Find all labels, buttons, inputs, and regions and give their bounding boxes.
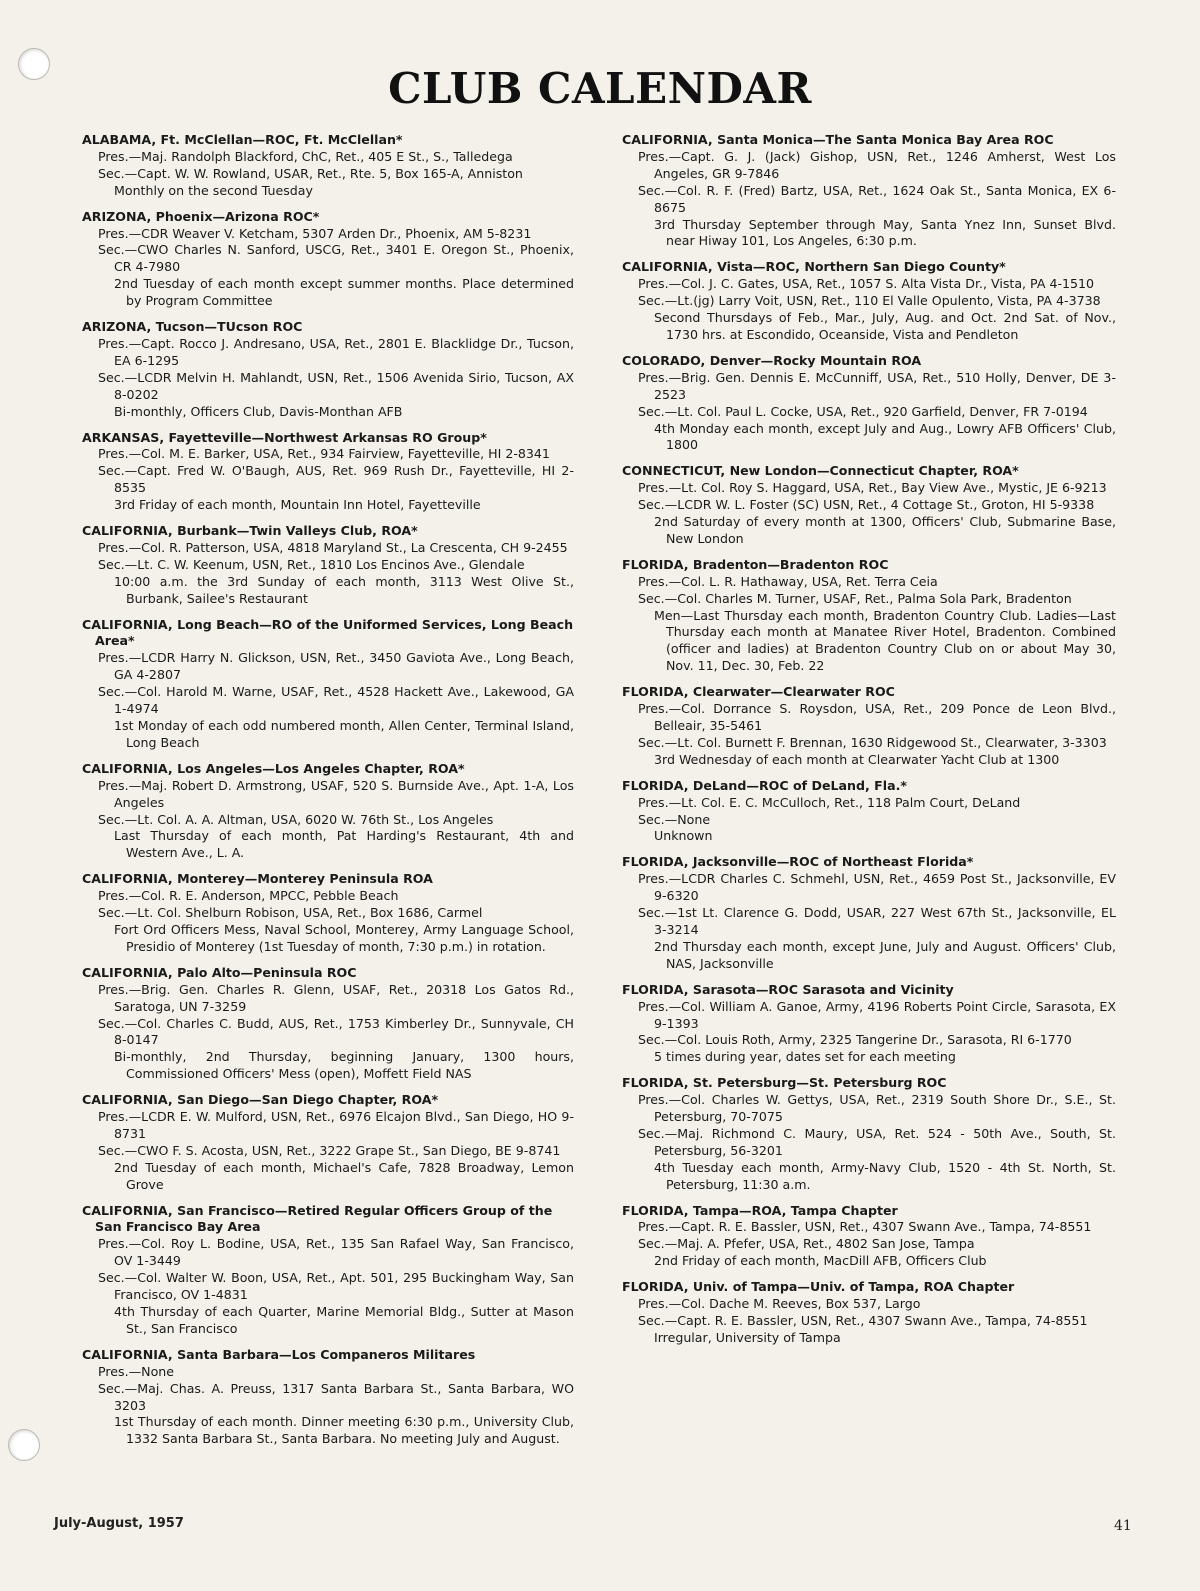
club-entry <box>82 430 574 515</box>
club-entry <box>82 132 574 200</box>
club-secretary: Sec.—Lt. C. W. Keenum, USN, Ret., 1810 Los Encinos Ave., Glendale <box>98 556 525 572</box>
club-meeting: Last Thursday of each month, Pat Harding's Restaurant, 4th and Western Ave., L. A. <box>114 828 574 861</box>
club-secretary: Sec.—Col. Charles M. Turner, USAF, Ret., Palma Sola Park, Bradenton <box>638 590 1072 606</box>
club-president: Pres.—Col. J. C. Gates, USA, Ret., 1057 S. Alta Vista Dr., Vista, PA 4-1510 <box>638 276 1095 292</box>
club-secretary: Sec.—Col. Walter W. Boon, USA, Ret., Apt. 501, 295 Buckingham Way, San Francisco, OV 1-4831 <box>98 1270 574 1303</box>
club-heading: ALABAMA, Ft. McClellan—ROC, Ft. McClellan* <box>82 132 403 147</box>
club-meeting: 1st Monday of each odd numbered month, Allen Center, Terminal Island, Long Beach <box>114 718 574 750</box>
club-entry <box>82 871 574 956</box>
club-meeting: Second Thursdays of Feb., Mar., July, Aug. and Oct. 2nd Sat. of Nov., 1730 hrs. at Escondido, Oceanside, Vista and Pendleton <box>654 310 1116 342</box>
club-entry <box>622 982 1116 1067</box>
club-heading: FLORIDA, Univ. of Tampa—Univ. of Tampa, ROA Chapter <box>622 1279 1015 1295</box>
club-entry <box>82 1347 574 1448</box>
right-column <box>622 132 1116 1356</box>
club-heading: FLORIDA, Bradenton—Bradenton ROC <box>622 556 889 572</box>
club-heading: COLORADO, Denver—Rocky Mountain ROA <box>622 352 922 368</box>
club-secretary: Sec.—None <box>638 811 711 827</box>
club-heading: CALIFORNIA, Santa Barbara—Los Companeros Militares <box>82 1346 476 1362</box>
club-meeting: Irregular, University of Tampa <box>654 1329 841 1345</box>
club-meeting: 4th Monday each month, except July and Aug., Lowry AFB Officers' Club, 1800 <box>654 420 1116 453</box>
club-meeting: 2nd Tuesday of each month except summer months. Place determined by Program Committee <box>114 276 574 309</box>
club-secretary: Sec.—Lt. Col. Paul L. Cocke, USA, Ret., 920 Garfield, Denver, FR 7-0194 <box>638 403 1088 419</box>
club-meeting: 5 times during year, dates set for each meeting <box>654 1049 956 1065</box>
club-secretary: Sec.—Lt. Col. A. A. Altman, USA, 6020 W. 76th St., Los Angeles <box>98 811 494 827</box>
club-entry <box>82 617 574 752</box>
club-meeting: Fort Ord Officers Mess, Naval School, Monterey, Army Language School, Presidio of Monterey (1st Tuesday of month, 7:30 p.m.) in rotation. <box>114 921 574 954</box>
club-secretary: Sec.—Capt. W. W. Rowland, USAR, Ret., Rte. 5, Box 165-A, Anniston <box>98 165 523 181</box>
club-heading: CALIFORNIA, Santa Monica—The Santa Monica Bay Area ROC <box>622 132 1054 147</box>
club-heading: FLORIDA, Clearwater—Clearwater ROC <box>622 684 895 700</box>
club-president: Pres.—Lt. Col. Roy S. Haggard, USA, Ret., Bay View Ave., Mystic, JE 6-9213 <box>638 480 1107 496</box>
club-meeting: Men—Last Thursday each month, Bradenton Country Club. Ladies—Last Thursday each month at Manatee River Hotel, Bradenton. Combined (officer and ladies) at Bradenton Country Club on or about May 30, Nov. 11, Dec. 30, Feb. 22 <box>654 607 1116 674</box>
club-entry <box>622 463 1116 548</box>
club-entry <box>82 965 574 1083</box>
club-secretary: Sec.—Col. Louis Roth, Army, 2325 Tangerine Dr., Sarasota, RI 6-1770 <box>638 1032 1072 1048</box>
club-entry <box>622 684 1116 769</box>
club-heading: CALIFORNIA, Long Beach—RO of the Uniformed Services, Long Beach Area* <box>82 616 574 649</box>
club-heading: CONNECTICUT, New London—Connecticut Chapter, ROA* <box>622 463 1019 479</box>
left-column <box>82 132 574 1457</box>
club-meeting: Bi-monthly, 2nd Thursday, beginning January, 1300 hours, Commissioned Officers' Mess (open), Moffett Field NAS <box>114 1049 574 1082</box>
club-heading: FLORIDA, Sarasota—ROC Sarasota and Vicinity <box>622 981 954 997</box>
club-president: Pres.—Lt. Col. E. C. McCulloch, Ret., 118 Palm Court, DeLand <box>638 794 1021 810</box>
club-president: Pres.—Maj. Randolph Blackford, ChC, Ret., 405 E St., S., Talledega <box>98 148 513 164</box>
club-meeting: 2nd Saturday of every month at 1300, Officers' Club, Submarine Base, New London <box>654 514 1116 546</box>
club-meeting: 2nd Thursday each month, except June, July and August. Officers' Club, NAS, Jacksonville <box>654 938 1116 971</box>
club-president: Pres.—Col. L. R. Hathaway, USA, Ret. Terra Ceia <box>638 573 938 589</box>
club-entry <box>622 1279 1116 1347</box>
club-heading: ARIZONA, Phoenix—Arizona ROC* <box>82 208 320 224</box>
club-heading: FLORIDA, Tampa—ROA, Tampa Chapter <box>622 1202 898 1218</box>
club-president: Pres.—Col. Dorrance S. Roysdon, USA, Ret., 209 Ponce de Leon Blvd., Belleair, 35-5461 <box>638 701 1116 733</box>
binder-hole <box>8 1429 40 1461</box>
club-president: Pres.—LCDR Charles C. Schmehl, USN, Ret., 4659 Post St., Jacksonville, EV 9-6320 <box>638 871 1116 904</box>
club-president: Pres.—Col. Dache M. Reeves, Box 537, Largo <box>638 1296 921 1312</box>
club-president: Pres.—Maj. Robert D. Armstrong, USAF, 520 S. Burnside Ave., Apt. 1-A, Los Angeles <box>98 777 574 810</box>
club-heading: CALIFORNIA, Monterey—Monterey Peninsula ROA <box>82 871 433 887</box>
club-secretary: Sec.—CWO Charles N. Sanford, USCG, Ret., 3401 E. Oregon St., Phoenix, CR 4-7980 <box>98 242 574 275</box>
club-president: Pres.—CDR Weaver V. Ketcham, 5307 Arden Dr., Phoenix, AM 5-8231 <box>98 225 532 241</box>
club-heading: FLORIDA, DeLand—ROC of DeLand, Fla.* <box>622 777 907 793</box>
club-secretary: Sec.—Lt.(jg) Larry Voit, USN, Ret., 110 El Valle Opulento, Vista, PA 4-3738 <box>638 293 1101 309</box>
club-entry <box>82 319 574 420</box>
club-entry <box>622 854 1116 972</box>
club-meeting: Monthly on the second Tuesday <box>114 182 313 198</box>
club-meeting: 2nd Tuesday of each month, Michael's Cafe, 7828 Broadway, Lemon Grove <box>114 1159 574 1192</box>
club-president: Pres.—LCDR E. W. Mulford, USN, Ret., 6976 Elcajon Blvd., San Diego, HO 9-8731 <box>98 1109 574 1141</box>
club-entry <box>82 523 574 608</box>
club-president: Pres.—Brig. Gen. Dennis E. McCunniff, USA, Ret., 510 Holly, Denver, DE 3-2523 <box>638 369 1116 402</box>
club-meeting: 1st Thursday of each month. Dinner meeting 6:30 p.m., University Club, 1332 Santa Barbara St., Santa Barbara. No meeting July and August. <box>114 1414 574 1447</box>
club-entry <box>622 259 1116 344</box>
club-entry <box>82 1092 574 1193</box>
club-president: Pres.—Col. M. E. Barker, USA, Ret., 934 Fairview, Fayetteville, HI 2-8341 <box>98 446 550 462</box>
club-secretary: Sec.—Capt. Fred W. O'Baugh, AUS, Ret. 969 Rush Dr., Fayetteville, HI 2-8535 <box>98 463 574 496</box>
club-entry <box>622 778 1116 846</box>
club-entry <box>622 557 1116 675</box>
club-secretary: Sec.—Col. Charles C. Budd, AUS, Ret., 1753 Kimberley Dr., Sunnyvale, CH 8-0147 <box>98 1015 574 1048</box>
club-president: Pres.—Col. R. Patterson, USA, 4818 Maryland St., La Crescenta, CH 9-2455 <box>98 539 568 555</box>
club-president: Pres.—Col. Roy L. Bodine, USA, Ret., 135 San Rafael Way, San Francisco, OV 1-3449 <box>98 1236 574 1269</box>
club-president: Pres.—Capt. R. E. Bassler, USN, Ret., 4307 Swann Ave., Tampa, 74-8551 <box>638 1219 1092 1235</box>
club-secretary: Sec.—Maj. A. Pfefer, USA, Ret., 4802 San Jose, Tampa <box>638 1236 975 1252</box>
club-heading: CALIFORNIA, Vista—ROC, Northern San Diego County* <box>622 259 1006 275</box>
club-president: Pres.—Col. William A. Ganoe, Army, 4196 Roberts Point Circle, Sarasota, EX 9-1393 <box>638 998 1116 1031</box>
club-heading: CALIFORNIA, Palo Alto—Peninsula ROC <box>82 964 357 980</box>
club-entry <box>622 132 1116 250</box>
club-president: Pres.—Col. R. E. Anderson, MPCC, Pebble Beach <box>98 888 399 904</box>
club-entry <box>82 209 574 310</box>
club-entry <box>622 353 1116 454</box>
club-president: Pres.—None <box>98 1363 175 1379</box>
club-president: Pres.—Col. Charles W. Gettys, USA, Ret., 2319 South Shore Dr., S.E., St. Petersburg, 70-7075 <box>638 1092 1116 1125</box>
club-heading: CALIFORNIA, San Diego—San Diego Chapter, ROA* <box>82 1092 439 1108</box>
club-secretary: Sec.—Maj. Richmond C. Maury, USA, Ret. 524 - 50th Ave., South, St. Petersburg, 56-3201 <box>638 1125 1116 1158</box>
club-heading: ARKANSAS, Fayetteville—Northwest Arkansas RO Group* <box>82 429 487 445</box>
club-entry <box>622 1203 1116 1271</box>
club-entry <box>622 1075 1116 1193</box>
page-title: CLUB CALENDAR <box>388 64 812 113</box>
club-secretary: Sec.—Lt. Col. Shelburn Robison, USA, Ret., Box 1686, Carmel <box>98 905 483 921</box>
club-heading: CALIFORNIA, Burbank—Twin Valleys Club, ROA* <box>82 523 418 539</box>
club-meeting: 3rd Friday of each month, Mountain Inn Hotel, Fayetteville <box>114 497 481 513</box>
club-secretary: Sec.—Maj. Chas. A. Preuss, 1317 Santa Barbara St., Santa Barbara, WO 3203 <box>98 1380 574 1413</box>
club-heading: FLORIDA, St. Petersburg—St. Petersburg ROC <box>622 1075 947 1091</box>
club-president: Pres.—Capt. G. J. (Jack) Gishop, USN, Ret., 1246 Amherst, West Los Angeles, GR 9-7846 <box>638 148 1116 181</box>
club-meeting: 2nd Friday of each month, MacDill AFB, Officers Club <box>654 1253 987 1269</box>
club-heading: CALIFORNIA, Los Angeles—Los Angeles Chapter, ROA* <box>82 760 465 776</box>
club-secretary: Sec.—Col. Harold M. Warne, USAF, Ret., 4528 Hackett Ave., Lakewood, GA 1-4974 <box>98 684 574 717</box>
club-meeting: 3rd Thursday September through May, Santa Ynez Inn, Sunset Blvd. near Hiway 101, Los Angeles, 6:30 p.m. <box>654 216 1116 249</box>
club-meeting: Unknown <box>654 828 713 844</box>
club-secretary: Sec.—1st Lt. Clarence G. Dodd, USAR, 227 West 67th St., Jacksonville, EL 3-3214 <box>638 905 1116 937</box>
club-secretary: Sec.—Lt. Col. Burnett F. Brennan, 1630 Ridgewood St., Clearwater, 3-3303 <box>638 734 1107 750</box>
club-entry <box>82 761 574 862</box>
club-meeting: 3rd Wednesday of each month at Clearwater Yacht Club at 1300 <box>654 751 1060 767</box>
club-secretary: Sec.—LCDR Melvin H. Mahlandt, USN, Ret., 1506 Avenida Sirio, Tucson, AX 8-0202 <box>98 369 574 402</box>
club-meeting: 4th Thursday of each Quarter, Marine Memorial Bldg., Sutter at Mason St., San Francisco <box>114 1304 574 1336</box>
club-secretary: Sec.—Col. R. F. (Fred) Bartz, USA, Ret., 1624 Oak St., Santa Monica, EX 6-8675 <box>638 182 1116 215</box>
club-meeting: 4th Tuesday each month, Army-Navy Club, 1520 - 4th St. North, St. Petersburg, 11:30 a.m. <box>654 1159 1116 1192</box>
club-meeting: Bi-monthly, Officers Club, Davis-Monthan AFB <box>114 403 403 419</box>
club-entry <box>82 1203 574 1338</box>
club-president: Pres.—Capt. Rocco J. Andresano, USA, Ret., 2801 E. Blacklidge Dr., Tucson, EA 6-1295 <box>98 335 574 368</box>
issue-date: July-August, 1957 <box>54 1516 184 1531</box>
club-secretary: Sec.—CWO F. S. Acosta, USN, Ret., 3222 Grape St., San Diego, BE 9-8741 <box>98 1142 561 1158</box>
club-president: Pres.—Brig. Gen. Charles R. Glenn, USAF, Ret., 20318 Los Gatos Rd., Saratoga, UN 7-3259 <box>98 981 574 1014</box>
club-heading: FLORIDA, Jacksonville—ROC of Northeast Florida* <box>622 854 974 870</box>
club-secretary: Sec.—Capt. R. E. Bassler, USN, Ret., 4307 Swann Ave., Tampa, 74-8551 <box>638 1313 1088 1328</box>
page-number: 41 <box>1114 1518 1132 1534</box>
club-meeting: 10:00 a.m. the 3rd Sunday of each month, 3113 West Olive St., Burbank, Sailee's Restaurant <box>114 573 574 606</box>
club-president: Pres.—LCDR Harry N. Glickson, USN, Ret., 3450 Gaviota Ave., Long Beach, GA 4-2807 <box>98 650 574 683</box>
club-heading: ARIZONA, Tucson—TUcson ROC <box>82 319 303 335</box>
club-heading: CALIFORNIA, San Francisco—Retired Regular Officers Group of the San Francisco Bay Area <box>82 1202 553 1235</box>
club-secretary: Sec.—LCDR W. L. Foster (SC) USN, Ret., 4 Cottage St., Groton, HI 5-9338 <box>638 497 1095 513</box>
